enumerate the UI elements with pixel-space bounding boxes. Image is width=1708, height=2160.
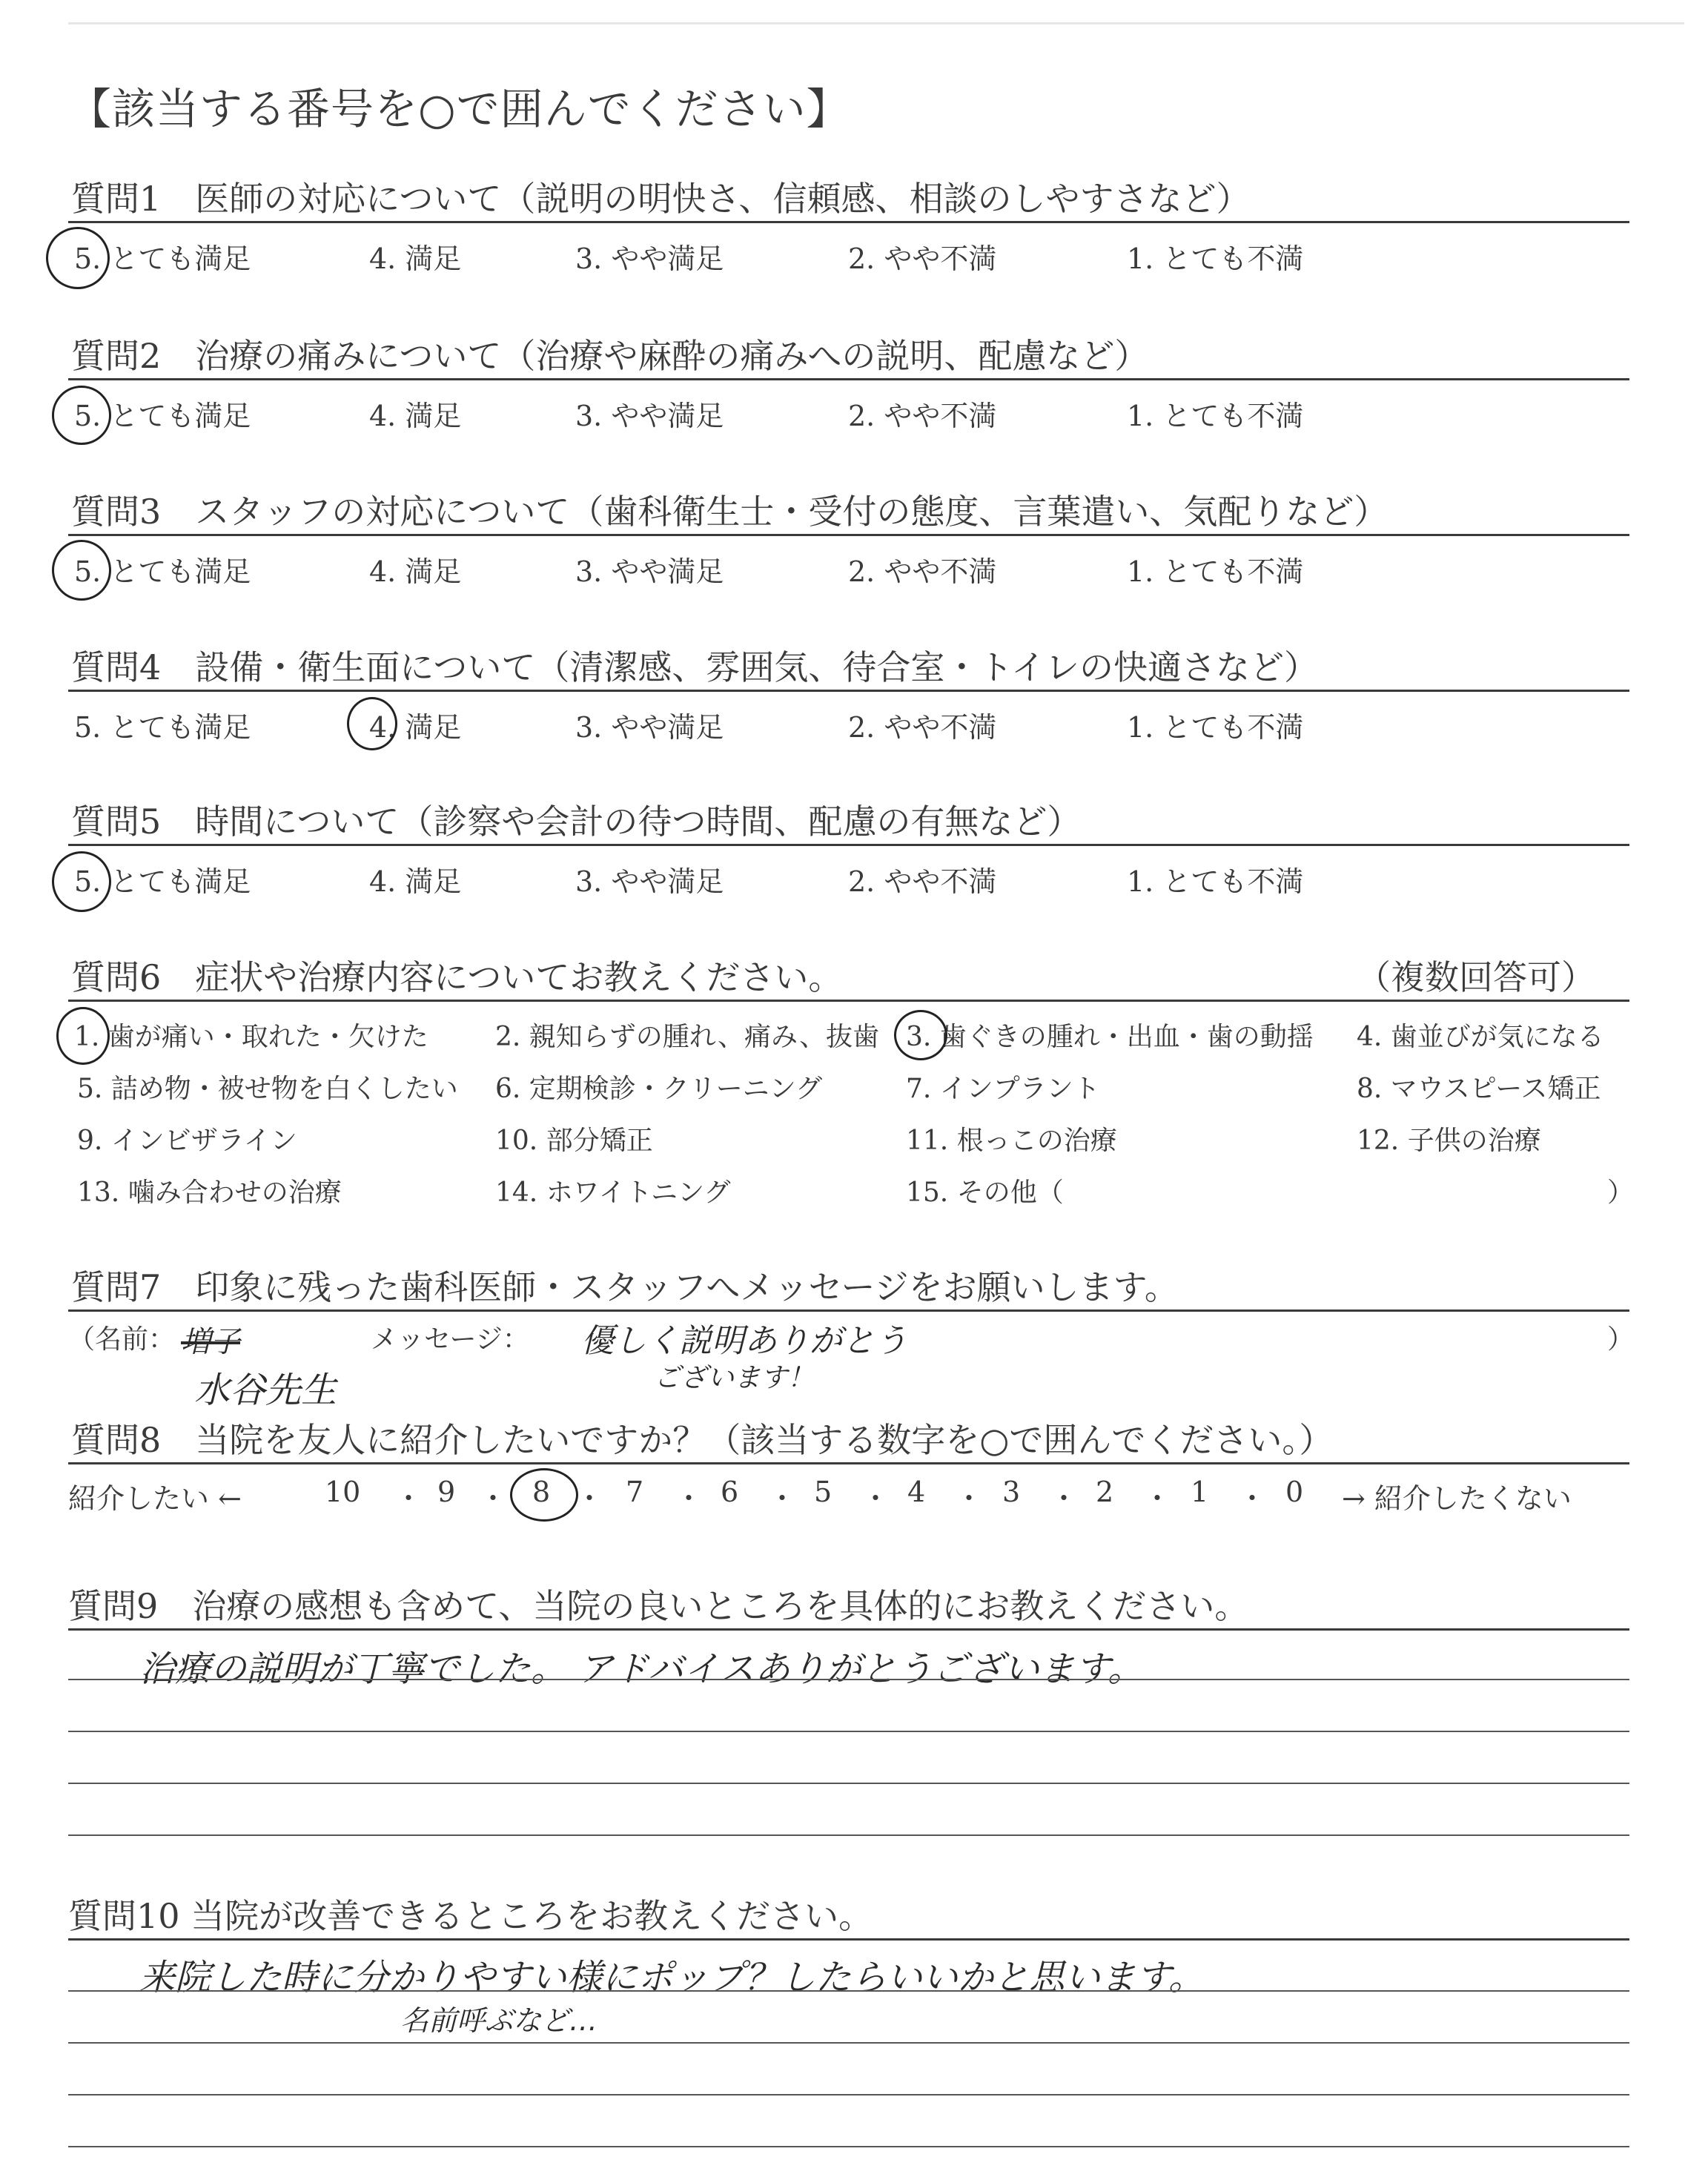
- q7-message-line1: 優しく説明ありがとう: [581, 1322, 907, 1360]
- q6-hand-circle-3: [894, 1010, 947, 1060]
- page-heading: 【該当する番号を○で囲んでください】: [68, 84, 850, 134]
- q4-option-5[interactable]: 5. とても満足: [74, 711, 251, 744]
- q2-hand-circle: [52, 386, 111, 445]
- q8-dot: ・: [768, 1482, 797, 1515]
- q7-message-line2: ございます！: [654, 1363, 815, 1393]
- q7-message-label: メッセージ：: [371, 1324, 529, 1355]
- q8-rule: [68, 1462, 1629, 1464]
- scan-edge-line: [68, 22, 1684, 24]
- q6-item-12[interactable]: 12. 子供の治療: [1357, 1126, 1541, 1156]
- q8-dot: ・: [394, 1482, 423, 1515]
- q6-item-11[interactable]: 11. 根っこの治療: [906, 1126, 1117, 1156]
- q5-option-4[interactable]: 4. 満足: [369, 865, 462, 898]
- q6-item-9[interactable]: 9. インビザライン: [77, 1126, 297, 1156]
- q9-rule-2: [68, 1679, 1629, 1680]
- q5-hand-circle: [52, 851, 111, 912]
- q6-item-8[interactable]: 8. マウスピース矯正: [1357, 1074, 1601, 1104]
- q7-title: 質問7 印象に残った歯科医師・スタッフへメッセージをお願いします。: [71, 1267, 1179, 1307]
- q8-value-9[interactable]: 9: [437, 1476, 456, 1508]
- q2-option-1[interactable]: 1. とても不満: [1127, 400, 1304, 432]
- q8-dot: ・: [861, 1482, 890, 1515]
- q8-dot: ・: [479, 1482, 508, 1515]
- q6-hand-circle-1: [56, 1007, 110, 1065]
- q9-rule-5: [68, 1834, 1629, 1836]
- q7-rule: [68, 1309, 1629, 1312]
- q10-rule-5: [68, 2146, 1629, 2147]
- q3-hand-circle: [52, 540, 111, 601]
- q4-option-1[interactable]: 1. とても不満: [1127, 711, 1304, 744]
- q7-name-struck: 増子: [181, 1325, 240, 1359]
- q4-rule: [68, 690, 1629, 692]
- q8-dot: ・: [955, 1482, 984, 1515]
- q7-close-paren: ）: [1607, 1324, 1635, 1355]
- q10-rule-3: [68, 2042, 1629, 2044]
- q10-rule-4: [68, 2094, 1629, 2095]
- q6-item-15[interactable]: 15. その他（: [906, 1178, 1064, 1208]
- q10-rule-2: [68, 1990, 1629, 1992]
- q8-right-label: → 紹介したくない: [1342, 1482, 1572, 1515]
- q6-item-5[interactable]: 5. 詰め物・被せ物を白くしたい: [77, 1074, 458, 1104]
- q3-option-2[interactable]: 2. やや不満: [848, 555, 997, 588]
- q8-dot: ・: [1238, 1482, 1267, 1515]
- q6-item-1[interactable]: 1. 歯が痛い・取れた・欠けた: [74, 1022, 428, 1052]
- q8-value-0[interactable]: 0: [1285, 1476, 1304, 1508]
- q9-rule-1: [68, 1628, 1629, 1631]
- q6-item-6[interactable]: 6. 定期検診・クリーニング: [495, 1074, 823, 1104]
- q5-option-5[interactable]: 5. とても満足: [74, 865, 251, 898]
- q8-value-1[interactable]: 1: [1191, 1476, 1209, 1508]
- q10-answer-insert: 名前呼ぶなど…: [400, 2004, 598, 2037]
- q8-hand-circle: [510, 1468, 578, 1522]
- q6-item-14[interactable]: 14. ホワイトニング: [495, 1178, 731, 1208]
- q6-title: 質問6 症状や治療内容についてお教えください。: [71, 957, 843, 997]
- q8-dot: ・: [575, 1482, 604, 1515]
- q5-option-1[interactable]: 1. とても不満: [1127, 865, 1304, 898]
- q2-option-5[interactable]: 5. とても満足: [74, 400, 251, 432]
- q2-option-3[interactable]: 3. やや満足: [575, 400, 724, 432]
- q6-item-7[interactable]: 7. インプラント: [906, 1074, 1100, 1104]
- q8-title: 質問8 当院を友人に紹介したいですか？（該当する数字を○で囲んでください。）: [71, 1420, 1334, 1460]
- q3-option-5[interactable]: 5. とても満足: [74, 555, 251, 588]
- q6-item-13[interactable]: 13. 噛み合わせの治療: [77, 1178, 342, 1208]
- q6-item-10[interactable]: 10. 部分矯正: [495, 1126, 653, 1156]
- q1-option-4[interactable]: 4. 満足: [369, 242, 462, 275]
- q7-name-written: 水谷先生: [194, 1370, 337, 1411]
- q4-title: 質問4 設備・衛生面について（清潔感、雰囲気、待合室・トイレの快適さなど）: [71, 647, 1319, 687]
- q4-option-3[interactable]: 3. やや満足: [575, 711, 724, 744]
- q3-title: 質問3 スタッフの対応について（歯科衛生士・受付の態度、言葉遣い、気配りなど）: [71, 492, 1388, 532]
- q2-rule: [68, 378, 1629, 380]
- q8-dot: ・: [1143, 1482, 1172, 1515]
- q8-value-5[interactable]: 5: [814, 1476, 833, 1508]
- q1-option-3[interactable]: 3. やや満足: [575, 242, 724, 275]
- q8-value-4[interactable]: 4: [907, 1476, 926, 1508]
- q6-item-15-close: ）: [1607, 1178, 1635, 1208]
- q3-option-1[interactable]: 1. とても不満: [1127, 555, 1304, 588]
- q8-value-2[interactable]: 2: [1096, 1476, 1114, 1508]
- q6-multi-note: （複数回答可）: [1357, 957, 1595, 997]
- q8-value-6[interactable]: 6: [721, 1476, 739, 1508]
- q8-dot: ・: [675, 1482, 704, 1515]
- q8-value-7[interactable]: 7: [626, 1476, 644, 1508]
- q6-item-2[interactable]: 2. 親知らずの腫れ、痛み、抜歯: [495, 1022, 880, 1052]
- q5-option-2[interactable]: 2. やや不満: [848, 865, 997, 898]
- q3-rule: [68, 534, 1629, 536]
- q3-option-4[interactable]: 4. 満足: [369, 555, 462, 588]
- q10-title: 質問10 当院が改善できるところをお教えください。: [68, 1896, 873, 1936]
- q6-rule: [68, 1000, 1629, 1002]
- q2-option-4[interactable]: 4. 満足: [369, 400, 462, 432]
- q1-hand-circle: [46, 227, 110, 289]
- q8-value-3[interactable]: 3: [1002, 1476, 1021, 1508]
- q10-rule-1: [68, 1938, 1629, 1941]
- q9-answer: 治療の説明が丁寧でした。 アドバイスありがとうございます。: [139, 1648, 1143, 1690]
- q4-option-2[interactable]: 2. やや不満: [848, 711, 997, 744]
- q2-title: 質問2 治療の痛みについて（治療や麻酔の痛みへの説明、配慮など）: [71, 336, 1149, 376]
- q5-title: 質問5 時間について（診察や会計の待つ時間、配慮の有無など）: [71, 802, 1082, 842]
- q2-option-2[interactable]: 2. やや不満: [848, 400, 997, 432]
- q7-name-label: （名前：: [68, 1324, 176, 1355]
- q8-left-label: 紹介したい ←: [68, 1482, 242, 1515]
- q1-rule: [68, 221, 1629, 223]
- q4-hand-circle: [347, 697, 397, 750]
- q1-option-1[interactable]: 1. とても不満: [1127, 242, 1304, 275]
- q4-option-4[interactable]: 4. 満足: [369, 711, 462, 744]
- q8-value-8[interactable]: 8: [532, 1476, 551, 1508]
- q3-option-3[interactable]: 3. やや満足: [575, 555, 724, 588]
- q8-value-10[interactable]: 10: [325, 1476, 361, 1508]
- q5-option-3[interactable]: 3. やや満足: [575, 865, 724, 898]
- q10-answer: 来院した時に分かりやすい様にポップ？したらいいかと思います。: [139, 1957, 1205, 1998]
- q5-rule: [68, 844, 1629, 846]
- q1-option-2[interactable]: 2. やや不満: [848, 242, 997, 275]
- q1-option-5[interactable]: 5. とても満足: [74, 242, 251, 275]
- q9-title: 質問9 治療の感想も含めて、当院の良いところを具体的にお教えください。: [68, 1586, 1249, 1626]
- q6-item-4[interactable]: 4. 歯並びが気になる: [1357, 1022, 1604, 1052]
- q6-item-3[interactable]: 3. 歯ぐきの腫れ・出血・歯の動揺: [906, 1022, 1314, 1052]
- q8-dot: ・: [1050, 1482, 1079, 1515]
- q1-title: 質問1 医師の対応について（説明の明快さ、信頼感、相談のしやすさなど）: [71, 179, 1251, 219]
- q9-rule-4: [68, 1783, 1629, 1784]
- q9-rule-3: [68, 1731, 1629, 1732]
